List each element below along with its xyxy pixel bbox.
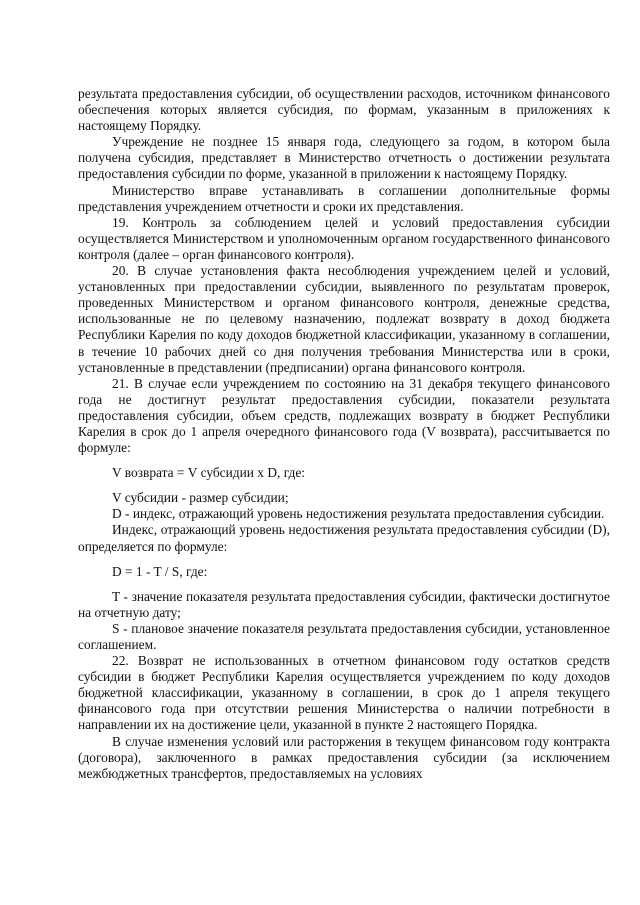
definition-s: S - плановое значение показателя результата предоставления субсидии, установленное соглашением. <box>78 620 610 652</box>
document-page <box>78 86 610 782</box>
definition-d: D - индекс, отражающий уровень недостижения результата предоставления субсидии. <box>112 506 605 522</box>
paragraph-index-d: Индекс, отражающий уровень недостижения результата предоставления субсидии (D), определяется по формуле: <box>78 522 610 554</box>
definition-t: T - значение показателя результата предоставления субсидии, фактически достигнутое на отчетную дату; <box>78 588 610 620</box>
paragraph-20: 20. В случае установления факта несоблюдения учреждением целей и условий, установленных при предоставлении субсидии, выявленного по результатам проверок, проведенных Министерством и органом финансового контроля, денежные средства, использованные не по целевому назначению, подлежат возврату в доход бюджета Республики Карелия по коду доходов бюджетной классификации, указанному в соглашении, в течение 10 рабочих дней со дня получения требования Министерства или в сроки, установленные в представлении (предписании) органа финансового контроля. <box>78 263 610 375</box>
paragraph-19: 19. Контроль за соблюдением целей и условий предоставления субсидии осуществляется Министерством и уполномоченным органом государственного финансового контроля (далее – орган финансового контроля). <box>78 214 610 262</box>
paragraph-continuation: результата предоставления субсидии, об осуществлении расходов, источником финансового обеспечения которых является субсидия, по формам, указанным в приложениях к настоящему Порядку. <box>78 86 610 134</box>
paragraph-22: 22. Возврат не использованных в отчетном финансовом году остатков средств субсидии в бюджет Республики Карелия осуществляется учреждением по коду доходов бюджетной классификации, указанному в соглашении, в срок до 1 апреля текущего финансового года при отсутствии решения Министерства о наличии потребности в направлении их на достижение цели, указанной в пункте 2 настоящего Порядка. <box>78 653 610 733</box>
formula-d: D = 1 - T / S, где: <box>112 563 208 579</box>
formula-v-return: V возврата = V субсидии x D, где: <box>112 465 305 481</box>
paragraph-21: 21. В случае если учреждением по состоянию на 31 декабря текущего финансового года не достигнут результат предоставления субсидии, показатели результата предоставления субсидии, объем средств, подлежащих возврату в бюджет Республики Карелия в срок до 1 апреля очередного финансового года (V возврата), рассчитывается по формуле: <box>78 375 610 456</box>
definition-v-subsidy: V субсидии - размер субсидии; <box>112 490 289 506</box>
paragraph-contract-change: В случае изменения условий или расторжения в текущем финансовом году контракта (договора), заключенного в рамках предоставления субсидии (за исключением межбюджетных трансфертов, предоставляемых на условиях <box>78 733 610 781</box>
paragraph-additional-forms: Министерство вправе устанавливать в соглашении дополнительные формы представления учреждением отчетности и сроки их представления. <box>78 182 610 214</box>
paragraph-report-deadline: Учреждение не позднее 15 января года, следующего за годом, в котором была получена субсидия, представляет в Министерство отчетность о достижении результата предоставления субсидии по форме, указанной в приложении к настоящему Порядку. <box>78 134 610 182</box>
